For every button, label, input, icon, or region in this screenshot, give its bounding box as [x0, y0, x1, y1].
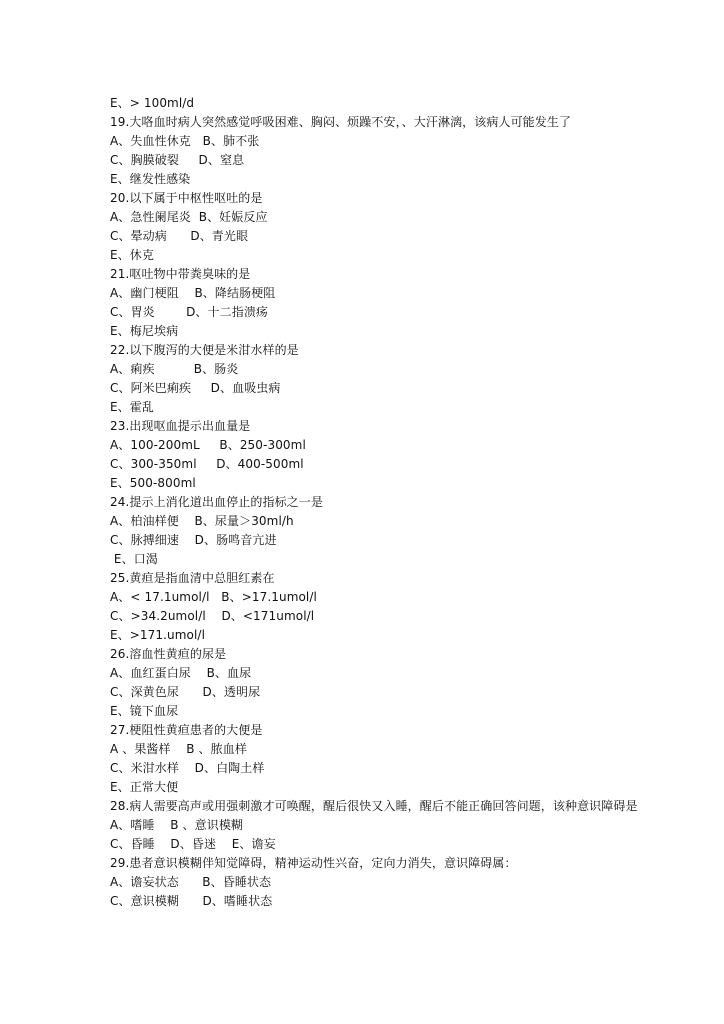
question-25: 25.黄疸是指血清中总胆红素在: [110, 571, 275, 585]
question-22: 22.以下腹泻的大便是米泔水样的是: [110, 343, 299, 357]
option-line: E、休克: [110, 248, 154, 262]
option-line: E、口渴: [110, 552, 158, 566]
option-line: E、继发性感染: [110, 172, 191, 186]
option-line: A、谵妄状态 B、昏睡状态: [110, 875, 272, 889]
option-line: C、米泔水样 D、白陶土样: [110, 761, 265, 775]
option-line: A 、果酱样 B 、脓血样: [110, 742, 247, 756]
option-line: C、脉搏细速 D、肠鸣音亢进: [110, 533, 277, 547]
option-line: E、> 100ml/d: [110, 96, 195, 110]
option-line: A、柏油样便 B、尿量＞30ml/h: [110, 514, 294, 528]
question-26: 26.溶血性黄疸的尿是: [110, 647, 227, 661]
question-20: 20.以下属于中枢性呕吐的是: [110, 191, 263, 205]
option-line: C、300-350ml D、400-500ml: [110, 457, 304, 471]
option-line: E、镜下血尿: [110, 704, 179, 718]
option-line: A、幽门梗阻 B、降结肠梗阻: [110, 286, 276, 300]
question-19: 19.大咯血时病人突然感觉呼吸困难、胸闷、烦躁不安，、大汗淋漓，该病人可能发生了: [110, 115, 572, 129]
question-21: 21.呕吐物中带粪臭味的是: [110, 267, 251, 281]
question-28: 28.病人需要高声或用强刺激才可唤醒，醒后很快又入睡，醒后不能正确回答问题，该种意识障碍是: [110, 799, 638, 813]
option-line: E、梅尼埃病: [110, 324, 179, 338]
option-line: A、100-200mL B、250-300ml: [110, 438, 306, 452]
option-line: A、血红蛋白尿 B、血尿: [110, 666, 252, 680]
option-line: C、深黄色尿 D、透明尿: [110, 685, 261, 699]
question-24: 24.提示上消化道出血停止的指标之一是: [110, 495, 323, 509]
option-line: A、< 17.1umol/l B、>17.1umol/l: [110, 590, 317, 604]
option-line: C、意识模糊 D、嗜睡状态: [110, 894, 273, 908]
question-29: 29.患者意识模糊伴知觉障碍，精神运动性兴奋，定向力消失，意识障碍属：: [110, 856, 517, 870]
option-line: C、胃炎 D、十二指溃疡: [110, 305, 269, 319]
option-line: A、失血性休克 B、肺不张: [110, 134, 260, 148]
option-line: A、嗜睡 B 、意识模糊: [110, 818, 244, 832]
option-line: C、>34.2umol/l D、<171umol/l: [110, 609, 315, 623]
option-line: A、急性阑尾炎 B、妊娠反应: [110, 210, 268, 224]
option-line: C、阿米巴痢疾 D、血吸虫病: [110, 381, 281, 395]
option-line: E、>171.umol/l: [110, 628, 206, 642]
option-line: E、霍乱: [110, 400, 154, 414]
document-page: [110, 94, 670, 911]
option-line: E、正常大便: [110, 780, 179, 794]
question-27: 27.梗阻性黄疸患者的大便是: [110, 723, 263, 737]
option-line: A、痢疾 B、肠炎: [110, 362, 239, 376]
option-line: C、胸膜破裂 D、窒息: [110, 153, 245, 167]
option-line: E、500-800ml: [110, 476, 196, 490]
option-line: C、晕动病 D、青光眼: [110, 229, 249, 243]
question-23: 23.出现呕血提示出血量是: [110, 419, 251, 433]
option-line: C、昏睡 D、昏迷 E、谵妄: [110, 837, 276, 851]
